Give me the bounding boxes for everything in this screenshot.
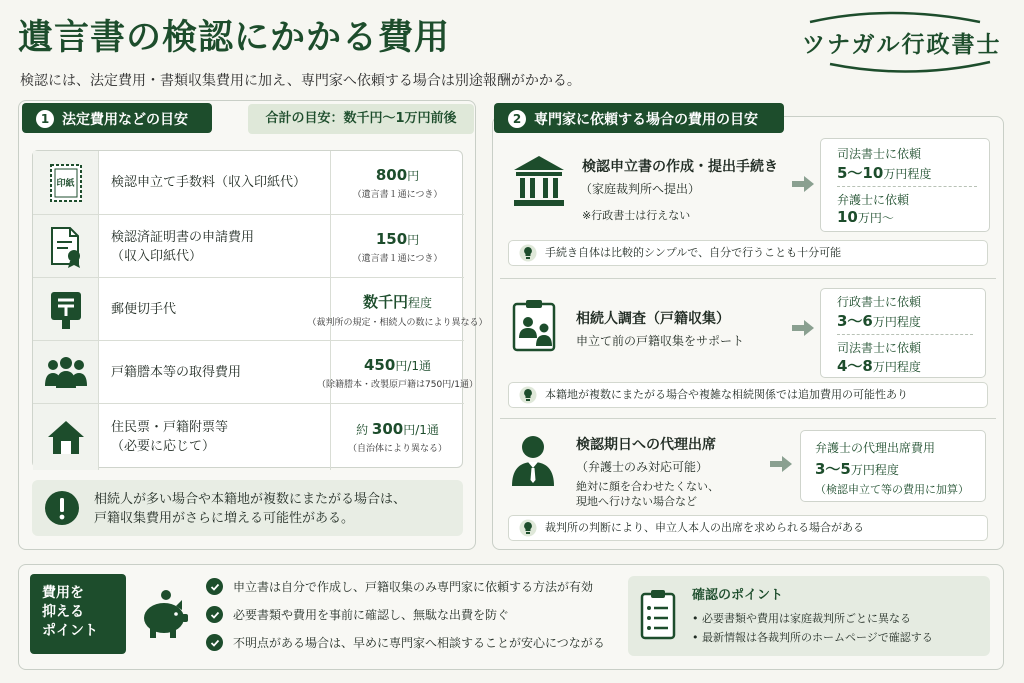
fee-name: 検認済証明書の申請費用 [111, 229, 255, 245]
page-subtitle: 検認には、法定費用・書類収集費用に加え、専門家へ依頼する場合は別途報酬がかかる。 [20, 73, 581, 89]
clipboard-checklist-icon [640, 588, 676, 640]
section-divider [500, 278, 996, 279]
price-unit: 万円程度 [850, 463, 899, 477]
fee-amount: 150 [375, 229, 408, 248]
cost-saving-label [30, 574, 126, 654]
tip-text: 本籍地が複数にまたがる場合や複雑な相続関係では追加費用の可能性あり [545, 388, 908, 401]
fee-unit: 円/1通 [395, 358, 431, 373]
fee-amount: 数千円 [362, 293, 408, 311]
price-divider [837, 186, 977, 187]
section1-number: 1 [36, 110, 54, 128]
fee-unit: 円/1通 [403, 423, 439, 437]
price-box [820, 138, 990, 232]
confirmation-item: • 必要書類や費用は家庭裁判所ごとに異なる [692, 612, 911, 625]
table-row [33, 403, 464, 469]
table-row [33, 214, 464, 277]
price-unit: 万円程度 [872, 360, 921, 374]
fee-note: （裁判所の規定・相続人の数により異なる） [307, 318, 488, 328]
section1-title: 法定費用などの目安 [62, 112, 188, 128]
revenue-stamp-text: 印紙 [56, 179, 75, 189]
service-note: 絶対に顔を合わせたくない、 [576, 480, 719, 493]
certificate-icon [33, 215, 99, 278]
table-row [33, 151, 464, 214]
service-title: 検認期日への代理出席 [576, 437, 716, 453]
price-unit: 万円〜 [857, 211, 894, 225]
service-title: 相続人調査（戸籍収集） [576, 311, 730, 327]
price-label: 行政書士に依頼 [837, 295, 922, 309]
fee-name: 検認申立て手数料（収入印紙代） [111, 175, 307, 190]
saving-point [206, 634, 605, 651]
fee-note: （自治体により異なる） [347, 444, 447, 454]
courthouse-icon [512, 154, 566, 208]
arrow-right-icon [792, 176, 814, 192]
fee-amount: 300 [371, 420, 404, 438]
page-title: 遺言書の検認にかかる費用 [18, 18, 451, 58]
service-note: 現地へ行けない場合など [576, 495, 697, 508]
fee-name: 戸籍謄本等の取得費用 [111, 365, 242, 380]
check-icon [206, 578, 223, 595]
warning-box [32, 480, 463, 536]
price-label: 司法書士に依頼 [837, 341, 922, 355]
price-divider [837, 334, 973, 335]
service-note: ※行政書士は行えない [582, 209, 691, 222]
price-value: 3〜6 [837, 312, 873, 330]
tip-box [508, 515, 988, 541]
fee-amount: 800 [375, 165, 408, 184]
fee-unit: 円 [407, 168, 420, 183]
exclamation-icon [44, 490, 80, 526]
fee-note: （遺言書１通につき） [352, 189, 443, 200]
warning-line-2: 戸籍収集費用がさらに増える可能性がある。 [94, 511, 355, 526]
fee-amount: 450 [364, 355, 396, 374]
fee-table [32, 150, 488, 468]
price-label: 司法書士に依頼 [837, 147, 922, 161]
fee-name: 住民票・戸籍附票等 [111, 420, 229, 435]
total-estimate-badge: 合計の目安：数千円〜1万円前後 [248, 104, 474, 134]
section2-number: 2 [508, 110, 526, 128]
service-subtitle: （家庭裁判所へ提出） [580, 182, 701, 196]
lightbulb-icon [519, 519, 537, 537]
price-label: 弁護士の代理出席費用 [815, 441, 936, 455]
tip-text: 裁判所の判断により、申立人本人の出席を求められる場合がある [545, 521, 864, 534]
tip-text: 手続き自体は比較的シンプルで、自分で行うことも十分可能 [545, 246, 842, 259]
service-title: 検認申立書の作成・提出手続き [582, 159, 778, 175]
price-box [820, 288, 986, 378]
fee-note: （遺言書１通につき） [352, 253, 443, 264]
saving-point-text: 必要書類や費用を事前に確認し、無駄な出費を防ぐ [233, 608, 510, 622]
price-value: 10 [837, 208, 858, 226]
fee-name-sub: （収入印紙代） [111, 248, 203, 264]
confirmation-item: • 最新情報は各裁判所のホームページで確認する [692, 631, 933, 644]
brand-logo [790, 8, 1000, 76]
house-icon [33, 404, 99, 470]
arrow-right-icon [792, 320, 814, 336]
logo-text: ツナガル行政書士 [802, 32, 1002, 58]
heir-survey-icon [512, 298, 558, 352]
fee-unit: 程度 [408, 296, 433, 310]
arrow-right-icon [770, 456, 792, 472]
price-box [800, 430, 986, 502]
table-row [33, 340, 478, 403]
fee-name: 郵便切手代 [111, 302, 177, 317]
lawyer-icon [510, 434, 556, 488]
price-value: 5〜10 [837, 164, 884, 182]
confirmation-title: 確認のポイント [692, 588, 784, 603]
section-divider [500, 418, 996, 419]
postal-mark-icon [33, 278, 99, 341]
check-icon [206, 606, 223, 623]
price-note: （検認申立て等の費用に加算） [815, 483, 969, 496]
table-row [33, 277, 488, 340]
family-icon [33, 341, 99, 404]
tip-box [508, 240, 988, 266]
saving-point-text: 不明点がある場合は、早めに専門家へ相談することが安心につながる [233, 636, 605, 650]
tip-box [508, 382, 988, 408]
saving-point [206, 578, 593, 595]
piggy-bank-icon [138, 588, 190, 640]
price-label: 弁護士に依頼 [837, 193, 910, 207]
section2-label [494, 103, 784, 133]
lightbulb-icon [519, 244, 537, 262]
fee-note: （除籍謄本・改製原戸籍は750円/1通） [317, 379, 478, 390]
price-unit: 万円程度 [883, 167, 932, 181]
section2-title: 専門家に依頼する場合の費用の目安 [534, 112, 758, 128]
check-icon [206, 634, 223, 651]
price-value: 3〜5 [815, 460, 851, 478]
lightbulb-icon [519, 386, 537, 404]
service-subtitle: 申立て前の戸籍収集をサポート [576, 334, 745, 348]
saving-point [206, 606, 509, 623]
cost-saving-label-line: 費用を [42, 585, 84, 601]
cost-saving-label-line: ポイント [42, 623, 98, 639]
price-value: 4〜8 [837, 357, 873, 375]
section1-label [22, 103, 212, 133]
saving-point-text: 申立書は自分で作成し、戸籍収集のみ専門家に依頼する方法が有効 [233, 580, 594, 594]
fee-amount-prefix: 約 [356, 423, 369, 437]
cost-saving-label-line: 抑える [42, 604, 84, 620]
confirmation-box [628, 576, 990, 656]
fee-name-sub: （必要に応じて） [111, 439, 216, 454]
price-unit: 万円程度 [872, 315, 921, 329]
service-subtitle: （弁護士のみ対応可能） [576, 460, 709, 474]
fee-unit: 円 [407, 232, 420, 247]
warning-line-1: 相続人が多い場合や本籍地が複数にまたがる場合は、 [94, 492, 407, 507]
revenue-stamp-icon [33, 151, 99, 214]
